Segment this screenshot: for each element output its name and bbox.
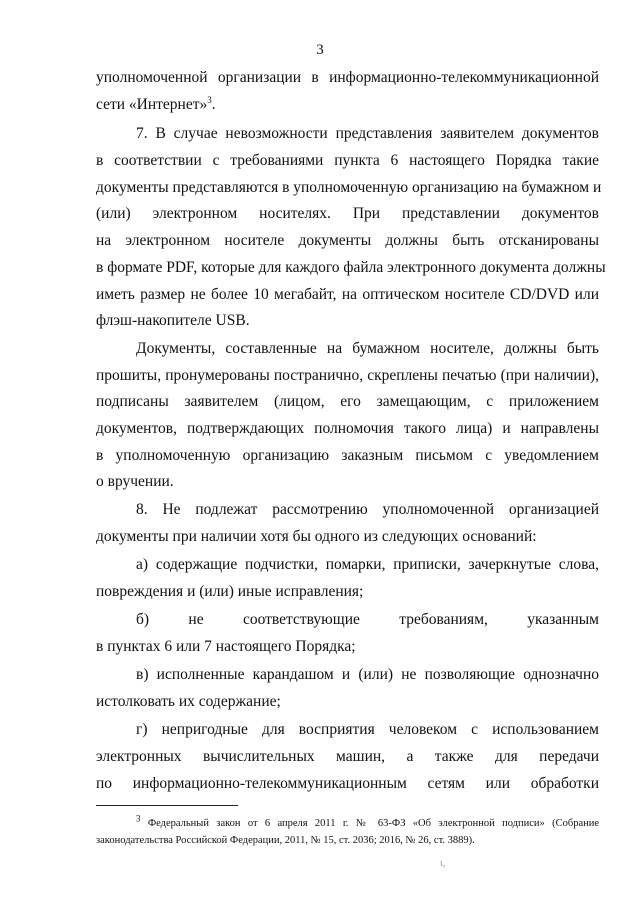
footnote-line bbox=[136, 813, 599, 831]
text-line bbox=[96, 95, 599, 115]
text-line: документов, подтверждающих полномочия такого лица) и направлены bbox=[96, 420, 599, 437]
scan-mark: ι, bbox=[440, 858, 446, 869]
text-line: повреждения и (или) иные исправления; bbox=[96, 583, 364, 600]
text-line: 7. В случае невозможности представления заявителем документов bbox=[136, 125, 599, 142]
text-line: документы представляются в уполномоченную организацию на бумажном и bbox=[96, 179, 602, 196]
text-line: г) непригодные для восприятия человеком с использованием bbox=[136, 721, 599, 738]
footnote-line: законодательства Российской Федерации, 2011, № 15, ст. 2036; 2016, № 26, ст. 3889). bbox=[96, 835, 475, 846]
text-line: подписаны заявителем (лицом, его замещающим, с приложением bbox=[96, 393, 599, 410]
text-line: по информационно-телекоммуникационным сетям или обработки bbox=[96, 775, 599, 792]
text-line: истолковать их содержание; bbox=[96, 693, 281, 710]
text-line: 8. Не подлежат рассмотрению уполномоченной организацией bbox=[136, 501, 599, 518]
text-line: уполномоченной организации в информационно-телекоммуникационной bbox=[96, 69, 599, 86]
text-line: в уполномоченную организацию заказным письмом с уведомлением bbox=[96, 447, 599, 464]
footnote-text: Федеральный закон от 6 апреля 2011 г. № 63-ФЗ «Об электронной подписи» (Собрание bbox=[147, 818, 599, 829]
text-line: на электронном носителе документы должны быть отсканированы bbox=[96, 232, 599, 249]
footnote-reference: 3 bbox=[207, 94, 212, 105]
text-line: б) не соответствующие требованиям, указанным bbox=[136, 611, 599, 628]
text-line: в соответствии с требованиями пункта 6 настоящего Порядка такие bbox=[96, 152, 599, 169]
footnote-divider bbox=[96, 805, 238, 806]
text-line: (или) электронном носителях. При представлении документов bbox=[96, 205, 599, 222]
page-number: 3 bbox=[316, 42, 324, 58]
text-line: а) содержащие подчистки, помарки, приписки, зачеркнутые слова, bbox=[136, 556, 599, 573]
text-line: о вручении. bbox=[96, 473, 174, 490]
text-line-part: сети «Интернет» bbox=[96, 96, 208, 113]
text-line-part: . bbox=[211, 96, 216, 113]
text-line: иметь размер не более 10 мегабайт, на оптическом носителе CD/DVD или bbox=[96, 286, 599, 303]
text-line: прошиты, пронумерованы постранично, скреплены печатью (при наличии), bbox=[96, 367, 599, 384]
text-line: в пунктах 6 или 7 настоящего Порядка; bbox=[96, 638, 356, 655]
text-line: флэш-накопителе USB. bbox=[96, 312, 250, 329]
text-line: документы при наличии хотя бы одного из следующих оснований: bbox=[96, 528, 537, 545]
text-line: электронных вычислительных машин, а также для передачи bbox=[96, 748, 599, 765]
footnote-marker: 3 bbox=[136, 813, 141, 824]
text-line: Документы, составленные на бумажном носителе, должны быть bbox=[136, 340, 599, 357]
text-line: в) исполненные карандашом и (или) не позволяющие однозначно bbox=[136, 666, 599, 683]
text-line: в формате PDF, которые для каждого файла электронного документа должны bbox=[96, 259, 606, 276]
